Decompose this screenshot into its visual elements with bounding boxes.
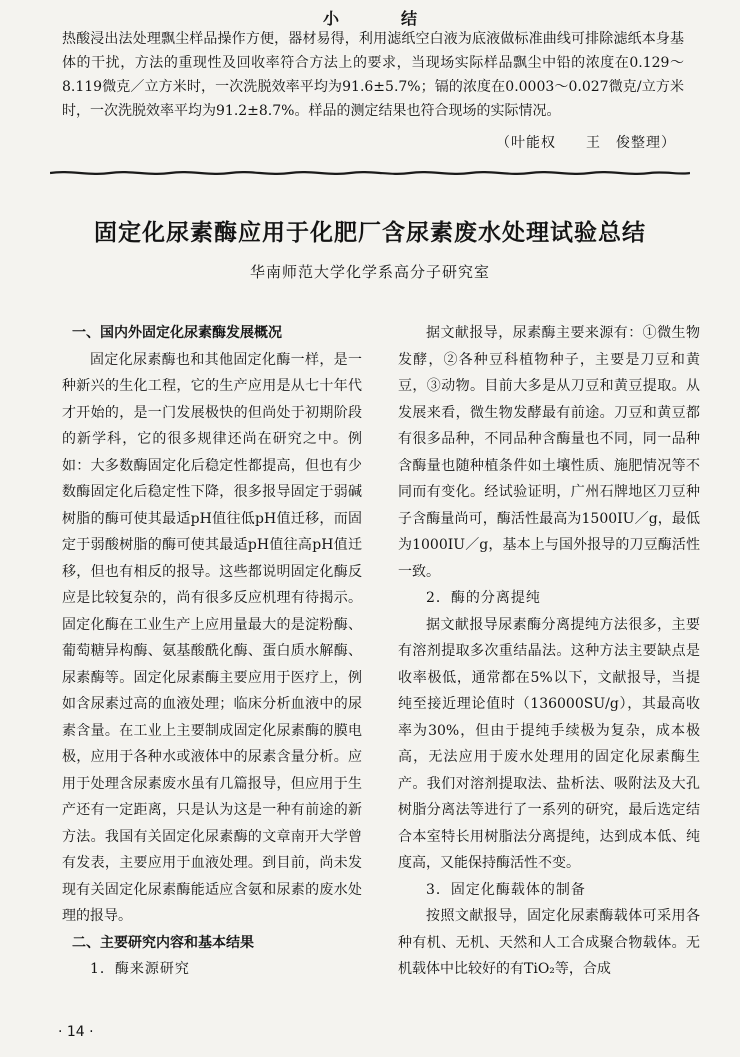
section-heading-overview: 一、国内外固定化尿素酶发展概况: [72, 325, 282, 341]
article-affiliation: 华南师范大学化学系高分子研究室: [249, 263, 490, 281]
summary-heading: 小结: [322, 9, 479, 28]
right-column: [398, 320, 700, 983]
separation-paragraph: 据文献报导尿素酶分离提纯方法很多，主要有溶剂提取多次重结晶法。这种方法主要缺点是收率极低，通常都在5%以下，文献报导，当提纯至接近理论值时（136000SU/g），其最高收率为30%，但由于提纯手续极为复杂，成本极高，无法应用于废水处理用的固定化尿素酶生产。我们对溶剂提取法、盐析法、吸附法及大孔树脂分离法等进行了一系列的研究，最后选定结合本室特长用树脂法分离提纯，达到成本低、纯度高，又能保持酶活性不变。: [398, 616, 700, 871]
subheading-separation: 2．酶的分离提纯: [426, 590, 541, 606]
section-heading-research: 二、主要研究内容和基本结果: [72, 934, 254, 951]
page-number: · 14 ·: [58, 1024, 94, 1040]
summary-paragraph: 热酸浸出法处理飘尘样品操作方便，器材易得，利用滤纸空白液为底液做标准曲线可排除滤纸本身基体的干扰，方法的重现性及回收率符合方法上的要求，当现场实际样品飘尘中铅的浓度在0.129～8.119微克／立方米时，一次洗脱效率平均为91.6±5.7%；镉的浓度在0.0003～0.027微克/立方米时，一次洗脱效率平均为91.2±8.7%。样品的测定结果也符合现场的实际情况。: [62, 31, 684, 119]
subheading-carrier: 3．固定化酶载体的制备: [426, 881, 586, 898]
summary-credit: （叶能权 王 俊整理）: [496, 135, 676, 151]
carrier-paragraph: 按照文献报导，固定化尿素酶载体可采用各种有机、无机、天然和人工合成聚合物载体。无机载体中比较好的有TiO₂等，合成: [398, 908, 700, 977]
enzyme-source-paragraph: 据文献报导，尿素酶主要来源有：①微生物发酵，②各种豆科植物种子，主要是刀豆和黄豆，③动物。目前大多是从刀豆和黄豆提取。从发展来看，微生物发酵最有前途。刀豆和黄豆都有很多品种，不同品种含酶量也不同，同一品种含酶量也随种植条件如土壤性质、施肥情况等不同而有变化。经试验证明，广州石牌地区刀豆种子含酶量尚可，酶活性最高为1500IU／g，最低为1000IU／g，基本上与国外报导的刀豆酶活性一致。: [398, 325, 700, 580]
article-title: 固定化尿素酶应用于化肥厂含尿素废水处理试验总结: [94, 220, 646, 246]
subheading-enzyme-source: 1．酶来源研究: [90, 961, 190, 977]
left-column: [62, 320, 362, 983]
section-divider: [50, 168, 690, 178]
overview-paragraph: 固定化尿素酶也和其他固定化酶一样，是一种新兴的生化工程，它的生产应用是从七十年代才开始的，是一门发展极快的但尚处于初期阶段的新学科，它的很多规律还尚在研究之中。例如：大多数酶固定化后稳定性都提高，但也有少数酶固定化后稳定性下降，很多报导固定于弱碱树脂的酶可使其最适pH值往低pH值迁移，而固定于弱酸树脂的酶可使其最适pH值往高pH值迁移，但也有相反的报导。这些都说明固定化酶反应是比较复杂的，尚有很多反应机理有待揭示。固定化酶在工业生产上应用量最大的是淀粉酶、葡萄糖异构酶、氨基酸酰化酶、蛋白质水解酶、尿素酶等。固定化尿素酶主要应用于医疗上，例如含尿素过高的血液处理；临床分析血液中的尿素含量。在工业上主要制成固定化尿素酶的膜电极，应用于各种水或液体中的尿素含量分析。应用于处理含尿素废水虽有几篇报导，但应用于生产还有一定距离，只是认为这是一种有前途的新方法。我国有关固定化尿素酶的文章南开大学曾有发表，主要应用于血液处理。到目前，尚未发现有关固定化尿素酶能适应含氨和尿素的废水处理的报导。: [62, 351, 362, 924]
